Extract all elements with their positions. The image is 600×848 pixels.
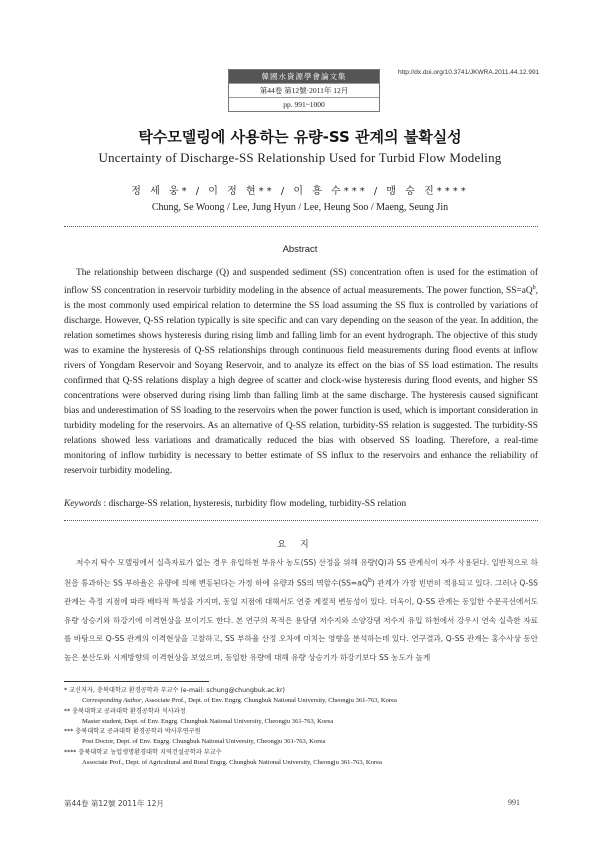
journal-pages: pp. 991~1000 — [229, 97, 379, 111]
page-number: 991 — [508, 798, 520, 807]
abstract-text — [64, 266, 538, 479]
korean-abstract-heading: 요지 — [277, 540, 323, 550]
footnote-4-ko: **** 충북대학교 농업생명환경대학 지역건설공학과 부교수 — [64, 748, 222, 756]
abstract-exponent: b — [532, 285, 536, 291]
footnote-4-en: Associate Prof., Dept. of Agricultural and Rural Engrg. Chungbuk National University, Cheongju 361-763, Korea — [82, 759, 382, 767]
abstract-part-1: The relationship between discharge (Q) and suspended sediment (SS) concentration often is used for the estimation of inflow SS concentration in reservoir turbidity modeling in the absence of actual measurements. The power function, SS=aQ — [64, 268, 538, 297]
footer-journal: 第44卷 第12號 2011年 12月 — [64, 799, 164, 808]
divider-top — [64, 226, 538, 227]
footnote-rule — [64, 681, 209, 682]
footnote-2-en: Master student, Dept. of Env. Engrg. Chungbuk National University, Cheongju 361-763, Korea — [82, 717, 334, 725]
divider-middle — [64, 520, 538, 521]
footnote-1-en: Corresponding Author, Associate Prof., Dept. of Env. Engrg. Chungbuk National University, Cheongju 361-763, Korea — [82, 697, 397, 705]
doi-link[interactable]: http://dx.doi.org/10.3741/JKWRA.2011.44.12.991 — [398, 69, 540, 76]
journal-info-box — [228, 69, 380, 112]
korean-abstract-part-2: ) 관계가 가장 빈번히 적용되고 있다. 그러나 Q-SS 관계는 측정 지점에 따라 배타적 특성을 가지며, 동일 지점에 대해서도 연중 계절적 변동성이 있다. 더욱이, Q-SS 관계는 동일한 수문곡선에서도 유량 상승기와 하강기에 이격현상을 보이기도 한다. 본 연구의 목적은 용담댐 저수지와 소양강댐 저수지 유입 하천에서 강우시 연속 실측한 자료를 바탕으로 Q-SS 관계의 이격현상을 고찰하고, SS 부하율 산정 오차에 미치는 영향을 분석하는데 있다. 연구결과, Q-SS 관계는 홍수사상 동안 높은 분산도와 시계방향의 이격현상을 보였으며, 동일한 유량에 대해 유량 상승기가 하강기보다 SS 농도가 높게 — [64, 578, 538, 662]
authors-korean: 정 세 웅* / 이 정 현** / 이 흥 수*** / 맹 승 진**** — [131, 186, 469, 197]
journal-name: 韓國水資源學會論文集 — [229, 70, 379, 83]
keywords-label: Keywords — [64, 499, 102, 509]
title-korean: 탁수모델링에 사용하는 유량-SS 관계의 불확실성 — [138, 128, 462, 146]
abstract-part-2: , is the most commonly used empirical relation to determine the SS load assuming the SS flux is controlled by variations of discharge. However, Q-SS relation typically is site specific and can vary depending on the season of the year. In addition, the relation sometimes shows hysteresis during rising limb and falling limb for an event hydrograph. The objective of this study was to examine the hysteresis of Q-SS relationships through continuous field measurements during flood events at inflow rivers of Yongdam Reservoir and Soyang Reservoir, and to analyze its effect on the bias of SS load estimation. The results confirmed that Q-SS relations display a high degree of scatter and clock-wise hysteresis during flood events, and higher SS concentrations were observed during rising limb than falling limb at the same discharge. The hysteresis caused significant bias and underestimation of SS loading to the reservoirs when the power function is used, which is important consideration in turbidity modeling for the reservoirs. As an alternative of Q-SS relation, turbidity-SS relation is suggested. The turbidity-SS relations showed less variations and dramatically reduced the bias with observed SS loading. Therefore, a real-time monitoring of inflow turbidity is necessary to better estimate of SS influx to the reservoirs and enhance the reliability of reservoir turbidity modeling. — [64, 286, 538, 477]
keywords-list: : discharge-SS relation, hysteresis, turbidity flow modeling, turbidity-SS relation — [101, 499, 407, 509]
footnote-1-ko: * 교신저자, 충북대학교 환경공학과 부교수 (e-mail: schung@chungbuk.ac.kr) — [64, 687, 285, 694]
korean-abstract-text — [64, 554, 538, 667]
korean-abstract-part-1: 저수지 탁수 모델링에서 실측자료가 없는 경우 유입하천 부유사 농도(SS) 산정을 위해 유량(Q)과 SS 관계식이 자주 사용된다. 일반적으로 하천을 통과하는 SS 부하율은 유량에 의해 변동된다는 가정 하에 유량과 SS의 멱함수(SS=aQ — [64, 558, 539, 588]
title-english: Uncertainty of Discharge-SS Relationship Used for Turbid Flow Modeling — [98, 150, 502, 165]
footnote-3-ko: *** 충북대학교 공과대학 환경공학과 박사후연구원 — [64, 728, 201, 736]
footnote-3-en: Post Doctor, Dept. of Env. Engrg. Chungbuk National University, Cheongju 361-763, Korea — [82, 738, 326, 746]
journal-volume: 第44卷 第12號·2011年 12月 — [229, 83, 379, 97]
korean-abstract-exponent: b — [367, 577, 372, 585]
corresponding-author-label: Corresponding Author — [82, 697, 142, 705]
authors-english: Chung, Se Woong / Lee, Jung Hyun / Lee, Heung Soo / Maeng, Seung Jin — [151, 202, 449, 213]
footnote-2-ko: ** 충북대학교 공과대학 환경공학과 석사과정 — [64, 707, 186, 715]
footnotes — [64, 686, 538, 768]
keywords — [64, 499, 538, 509]
abstract-heading: Abstract — [282, 244, 318, 255]
